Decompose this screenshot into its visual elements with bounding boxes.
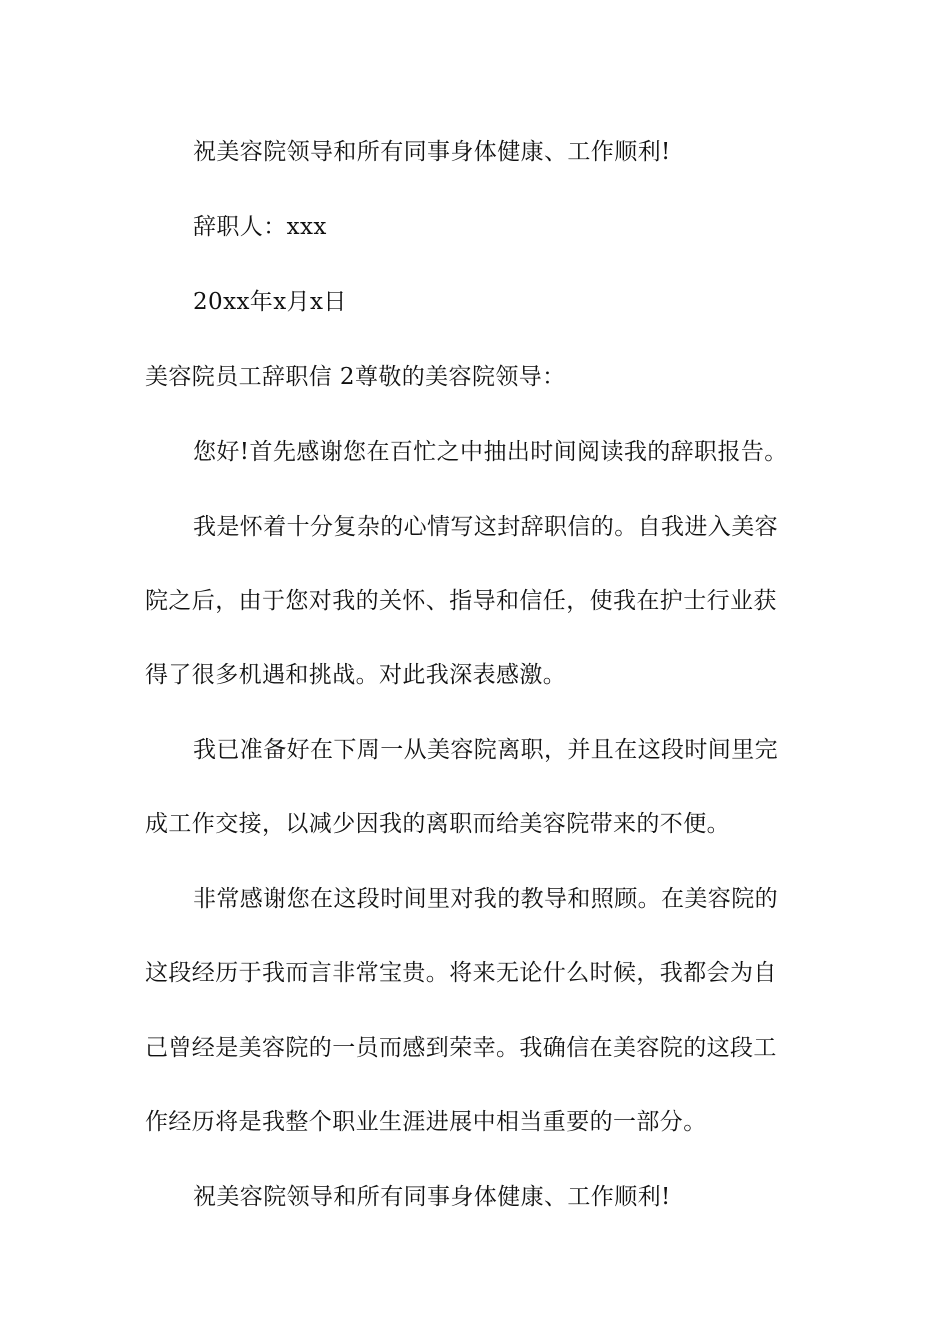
- closing-wish-line-2: 祝美容院领导和所有同事身体健康、工作顺利!: [193, 1184, 671, 1210]
- paragraph-3-line-2: 这段经历于我而言非常宝贵。将来无论什么时候，我都会为自: [145, 960, 777, 986]
- signature-line: 辞职人：xxx: [193, 214, 327, 240]
- paragraph-2-line-2: 成工作交接，以减少因我的离职而给美容院带来的不便。: [145, 811, 730, 837]
- greeting-paragraph: 您好!首先感谢您在百忙之中抽出时间阅读我的辞职报告。: [193, 439, 788, 465]
- paragraph-3-line-4: 作经历将是我整个职业生涯进展中相当重要的一部分。: [145, 1109, 707, 1135]
- paragraph-1-line-3: 得了很多机遇和挑战。对此我深表感激。: [145, 662, 567, 688]
- paragraph-1-line-1: 我是怀着十分复杂的心情写这封辞职信的。自我进入美容: [193, 514, 778, 540]
- paragraph-3-line-3: 己曾经是美容院的一员而感到荣幸。我确信在美容院的这段工: [145, 1035, 777, 1061]
- paragraph-3-line-1: 非常感谢您在这段时间里对我的教导和照顾。在美容院的: [193, 886, 778, 912]
- paragraph-1-line-2: 院之后，由于您对我的关怀、指导和信任，使我在护士行业获: [145, 588, 777, 614]
- closing-wish-line: 祝美容院领导和所有同事身体健康、工作顺利!: [193, 139, 671, 165]
- paragraph-2-line-1: 我已准备好在下周一从美容院离职，并且在这段时间里完: [193, 737, 778, 763]
- letter-heading-salutation: 美容院员工辞职信 2尊敬的美容院领导：: [145, 364, 566, 390]
- date-line: 20xx年x月x日: [193, 289, 347, 315]
